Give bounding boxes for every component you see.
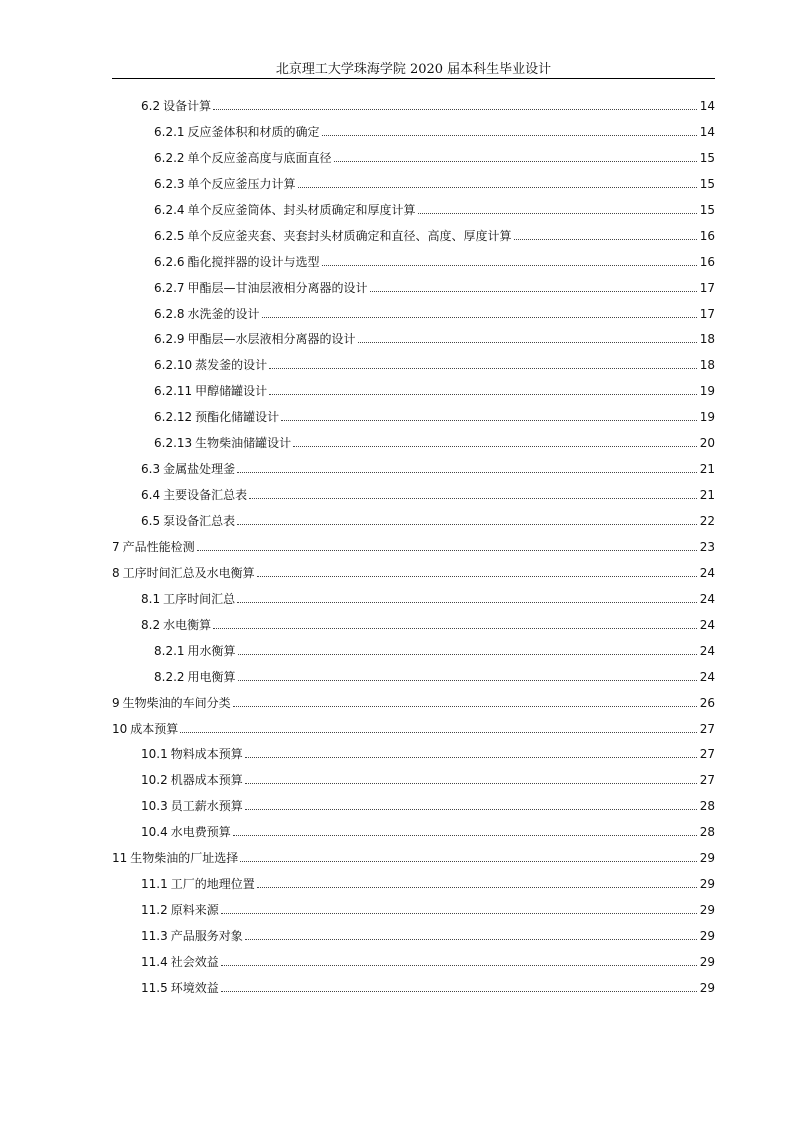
toc-entry-title: 产品性能检测 bbox=[122, 539, 195, 554]
toc-entry-page: 16 bbox=[699, 228, 715, 243]
toc-entry-title: 泵设备汇总表 bbox=[163, 514, 236, 528]
toc-entry[interactable] bbox=[112, 901, 715, 927]
toc-entry[interactable] bbox=[112, 434, 715, 460]
toc-entry-page: 21 bbox=[699, 462, 715, 477]
toc-entry-number: 6.2.5 bbox=[154, 228, 185, 243]
toc-entry-page: 29 bbox=[699, 877, 715, 892]
toc-leader-dots bbox=[257, 576, 697, 577]
toc-entry[interactable] bbox=[112, 253, 715, 279]
toc-entry-title: 甲酯层—水层液相分离器的设计 bbox=[187, 332, 356, 347]
toc-leader-dots bbox=[334, 161, 697, 162]
toc-entry-number: 10.3 bbox=[141, 799, 168, 814]
toc-entry-title: 水洗釜的设计 bbox=[187, 306, 260, 321]
toc-entry-page: 19 bbox=[699, 410, 715, 425]
toc-entry-title: 蒸发釜的设计 bbox=[195, 358, 268, 373]
toc-entry[interactable] bbox=[112, 953, 715, 979]
toc-leader-dots bbox=[221, 991, 697, 992]
toc-leader-dots bbox=[213, 628, 697, 629]
toc-entry-title: 用电衡算 bbox=[187, 669, 236, 684]
toc-entry-title: 设备计算 bbox=[163, 99, 212, 113]
toc-entry[interactable] bbox=[112, 382, 715, 408]
toc-entry-number: 8.2 bbox=[141, 617, 161, 632]
toc-entry-page: 29 bbox=[699, 929, 715, 943]
toc-entry-number: 6.3 bbox=[141, 462, 161, 477]
toc-entry[interactable] bbox=[112, 849, 715, 875]
toc-entry-page: 27 bbox=[699, 773, 715, 788]
toc-entry[interactable] bbox=[112, 356, 715, 382]
toc-entry-page: 17 bbox=[699, 306, 715, 321]
toc-entry-title: 反应釜体积和材质的确定 bbox=[187, 124, 320, 139]
toc-entry-number: 6.2.6 bbox=[154, 254, 185, 269]
toc-entry[interactable] bbox=[112, 616, 715, 642]
toc-entry-number: 6.2.11 bbox=[154, 384, 193, 399]
toc-entry-page: 15 bbox=[699, 176, 715, 191]
toc-entry-page: 26 bbox=[699, 695, 715, 710]
toc-entry-number: 10.1 bbox=[141, 747, 168, 762]
toc-entry-number: 11.1 bbox=[141, 877, 168, 892]
toc-entry-title: 水电衡算 bbox=[163, 617, 212, 632]
toc-entry-page: 29 bbox=[699, 980, 715, 995]
toc-entry-page: 27 bbox=[699, 747, 715, 762]
toc-entry-page: 23 bbox=[699, 539, 715, 554]
toc-leader-dots bbox=[240, 861, 697, 862]
toc-leader-dots bbox=[238, 680, 697, 681]
toc-leader-dots bbox=[245, 757, 697, 758]
toc-leader-dots bbox=[514, 239, 697, 240]
toc-entry-number: 6.2.9 bbox=[154, 332, 185, 347]
toc-entry-page: 28 bbox=[699, 825, 715, 840]
toc-entry[interactable] bbox=[112, 797, 715, 823]
toc-leader-dots bbox=[238, 654, 697, 655]
toc-entry-page: 14 bbox=[699, 124, 715, 139]
toc-entry-title: 单个反应釜压力计算 bbox=[187, 176, 296, 191]
toc-entry[interactable] bbox=[112, 486, 715, 512]
toc-entry-number: 6.2 bbox=[141, 99, 161, 113]
toc-entry-number: 10.2 bbox=[141, 773, 168, 788]
toc-entry-page: 24 bbox=[699, 617, 715, 632]
table-of-contents bbox=[112, 97, 715, 1005]
toc-entry[interactable] bbox=[112, 720, 715, 746]
toc-leader-dots bbox=[245, 783, 697, 784]
toc-entry[interactable] bbox=[112, 408, 715, 434]
toc-entry[interactable] bbox=[112, 279, 715, 305]
toc-leader-dots bbox=[262, 317, 697, 318]
toc-leader-dots bbox=[281, 420, 697, 421]
toc-entry-title: 主要设备汇总表 bbox=[163, 488, 248, 503]
toc-entry[interactable] bbox=[112, 979, 715, 1005]
toc-entry-number: 8.2.1 bbox=[154, 643, 185, 658]
toc-entry[interactable] bbox=[112, 823, 715, 849]
toc-entry-number: 8.1 bbox=[141, 591, 161, 606]
toc-entry-title: 酯化搅拌器的设计与选型 bbox=[187, 254, 320, 269]
toc-leader-dots bbox=[237, 472, 697, 473]
toc-entry-title: 单个反应釜高度与底面直径 bbox=[187, 150, 332, 165]
toc-entry-title: 员工薪水预算 bbox=[170, 799, 243, 814]
toc-leader-dots bbox=[237, 524, 697, 525]
toc-leader-dots bbox=[358, 342, 697, 343]
toc-entry-number: 6.2.8 bbox=[154, 306, 185, 321]
toc-entry[interactable] bbox=[112, 512, 715, 538]
toc-entry-number: 9 bbox=[112, 695, 120, 710]
toc-entry-number: 10 bbox=[112, 721, 128, 736]
toc-entry-page: 16 bbox=[699, 254, 715, 269]
toc-entry-page: 29 bbox=[699, 954, 715, 969]
toc-entry-title: 物料成本预算 bbox=[170, 747, 243, 762]
toc-leader-dots bbox=[249, 498, 697, 499]
toc-entry-title: 机器成本预算 bbox=[170, 773, 243, 788]
toc-entry-page: 18 bbox=[699, 332, 715, 347]
toc-entry-page: 15 bbox=[699, 202, 715, 217]
toc-entry[interactable] bbox=[112, 149, 715, 175]
toc-entry-page: 28 bbox=[699, 799, 715, 814]
toc-entry-title: 单个反应釜夹套、夹套封头材质确定和直径、高度、厚度计算 bbox=[187, 228, 512, 243]
toc-entry[interactable] bbox=[112, 97, 715, 123]
toc-entry[interactable] bbox=[112, 694, 715, 720]
toc-entry-page: 24 bbox=[699, 643, 715, 658]
toc-entry[interactable] bbox=[112, 771, 715, 797]
toc-entry-number: 6.2.10 bbox=[154, 358, 193, 373]
toc-entry[interactable] bbox=[112, 538, 715, 564]
toc-entry-page: 21 bbox=[699, 488, 715, 503]
toc-entry-title: 水电费预算 bbox=[170, 825, 231, 840]
toc-entry-number: 6.2.2 bbox=[154, 150, 185, 165]
toc-entry-page: 24 bbox=[699, 591, 715, 606]
toc-leader-dots bbox=[245, 939, 697, 940]
toc-entry[interactable] bbox=[112, 201, 715, 227]
toc-entry-title: 工序时间汇总及水电衡算 bbox=[122, 565, 255, 580]
toc-leader-dots bbox=[213, 109, 697, 110]
toc-leader-dots bbox=[269, 394, 697, 395]
toc-entry-title: 社会效益 bbox=[170, 954, 219, 969]
toc-leader-dots bbox=[237, 602, 697, 603]
toc-entry-title: 环境效益 bbox=[170, 980, 219, 995]
toc-entry-page: 22 bbox=[699, 514, 715, 528]
toc-entry-number: 6.2.4 bbox=[154, 202, 185, 217]
toc-entry-number: 8.2.2 bbox=[154, 669, 185, 684]
toc-leader-dots bbox=[180, 732, 697, 733]
toc-leader-dots bbox=[293, 446, 697, 447]
toc-entry-page: 29 bbox=[699, 851, 715, 866]
toc-entry[interactable] bbox=[112, 330, 715, 356]
toc-entry-title: 甲醇储罐设计 bbox=[195, 384, 268, 399]
toc-entry[interactable] bbox=[112, 875, 715, 901]
toc-entry-number: 6.2.7 bbox=[154, 280, 185, 295]
toc-entry[interactable] bbox=[112, 227, 715, 253]
toc-entry-number: 6.4 bbox=[141, 488, 161, 503]
toc-leader-dots bbox=[322, 265, 697, 266]
toc-entry-title: 成本预算 bbox=[130, 721, 179, 736]
toc-leader-dots bbox=[245, 809, 697, 810]
toc-entry-title: 工序时间汇总 bbox=[163, 591, 236, 606]
toc-entry[interactable] bbox=[112, 123, 715, 149]
toc-entry[interactable] bbox=[112, 745, 715, 771]
toc-entry-page: 17 bbox=[699, 280, 715, 295]
toc-entry-page: 18 bbox=[699, 358, 715, 373]
toc-entry-number: 6.2.12 bbox=[154, 410, 193, 425]
toc-leader-dots bbox=[221, 913, 697, 914]
toc-entry-title: 生物柴油的厂址选择 bbox=[130, 851, 239, 866]
toc-entry-number: 11 bbox=[112, 851, 128, 866]
toc-leader-dots bbox=[221, 965, 697, 966]
toc-leader-dots bbox=[370, 291, 697, 292]
toc-leader-dots bbox=[418, 213, 697, 214]
toc-entry-page: 19 bbox=[699, 384, 715, 399]
toc-entry-number: 11.4 bbox=[141, 954, 168, 969]
header-rule bbox=[112, 78, 715, 79]
toc-entry[interactable] bbox=[112, 305, 715, 331]
toc-entry-page: 24 bbox=[699, 669, 715, 684]
toc-leader-dots bbox=[233, 706, 697, 707]
toc-leader-dots bbox=[298, 187, 697, 188]
toc-entry-title: 用水衡算 bbox=[187, 643, 236, 658]
toc-entry[interactable] bbox=[112, 927, 715, 953]
toc-entry[interactable] bbox=[112, 668, 715, 694]
toc-entry-title: 单个反应釜筒体、封头材质确定和厚度计算 bbox=[187, 202, 416, 217]
toc-leader-dots bbox=[269, 368, 697, 369]
toc-entry-number: 8 bbox=[112, 565, 120, 580]
running-header: 北京理工大学珠海学院 2020 届本科生毕业设计 bbox=[275, 62, 552, 77]
toc-entry[interactable] bbox=[112, 642, 715, 668]
toc-entry-page: 24 bbox=[699, 565, 715, 580]
toc-entry-title: 生物柴油的车间分类 bbox=[122, 695, 231, 710]
toc-entry-page: 20 bbox=[699, 436, 715, 451]
toc-entry-number: 6.2.3 bbox=[154, 176, 185, 191]
toc-entry-number: 6.5 bbox=[141, 514, 161, 528]
toc-leader-dots bbox=[257, 887, 697, 888]
toc-entry-title: 原料来源 bbox=[170, 903, 219, 918]
toc-entry-title: 甲酯层—甘油层液相分离器的设计 bbox=[187, 280, 368, 295]
toc-entry-title: 产品服务对象 bbox=[170, 929, 243, 943]
toc-entry-page: 29 bbox=[699, 903, 715, 918]
toc-leader-dots bbox=[197, 550, 697, 551]
toc-entry-title: 金属盐处理釜 bbox=[163, 462, 236, 477]
toc-entry-number: 6.2.13 bbox=[154, 436, 193, 451]
toc-entry-number: 11.2 bbox=[141, 903, 168, 918]
toc-entry-page: 14 bbox=[699, 99, 715, 113]
toc-entry-title: 预酯化储罐设计 bbox=[195, 410, 280, 425]
toc-leader-dots bbox=[233, 835, 697, 836]
toc-entry-page: 27 bbox=[699, 721, 715, 736]
toc-entry[interactable] bbox=[112, 460, 715, 486]
toc-entry-page: 15 bbox=[699, 150, 715, 165]
toc-entry-number: 11.3 bbox=[141, 929, 168, 943]
toc-entry-number: 10.4 bbox=[141, 825, 168, 840]
toc-entry-number: 11.5 bbox=[141, 980, 168, 995]
toc-leader-dots bbox=[322, 135, 697, 136]
toc-entry[interactable] bbox=[112, 175, 715, 201]
toc-entry-number: 6.2.1 bbox=[154, 124, 185, 139]
toc-entry-title: 工厂的地理位置 bbox=[170, 877, 255, 892]
toc-entry[interactable] bbox=[112, 564, 715, 590]
toc-entry[interactable] bbox=[112, 590, 715, 616]
toc-entry-title: 生物柴油储罐设计 bbox=[195, 436, 292, 451]
toc-entry-number: 7 bbox=[112, 539, 120, 554]
